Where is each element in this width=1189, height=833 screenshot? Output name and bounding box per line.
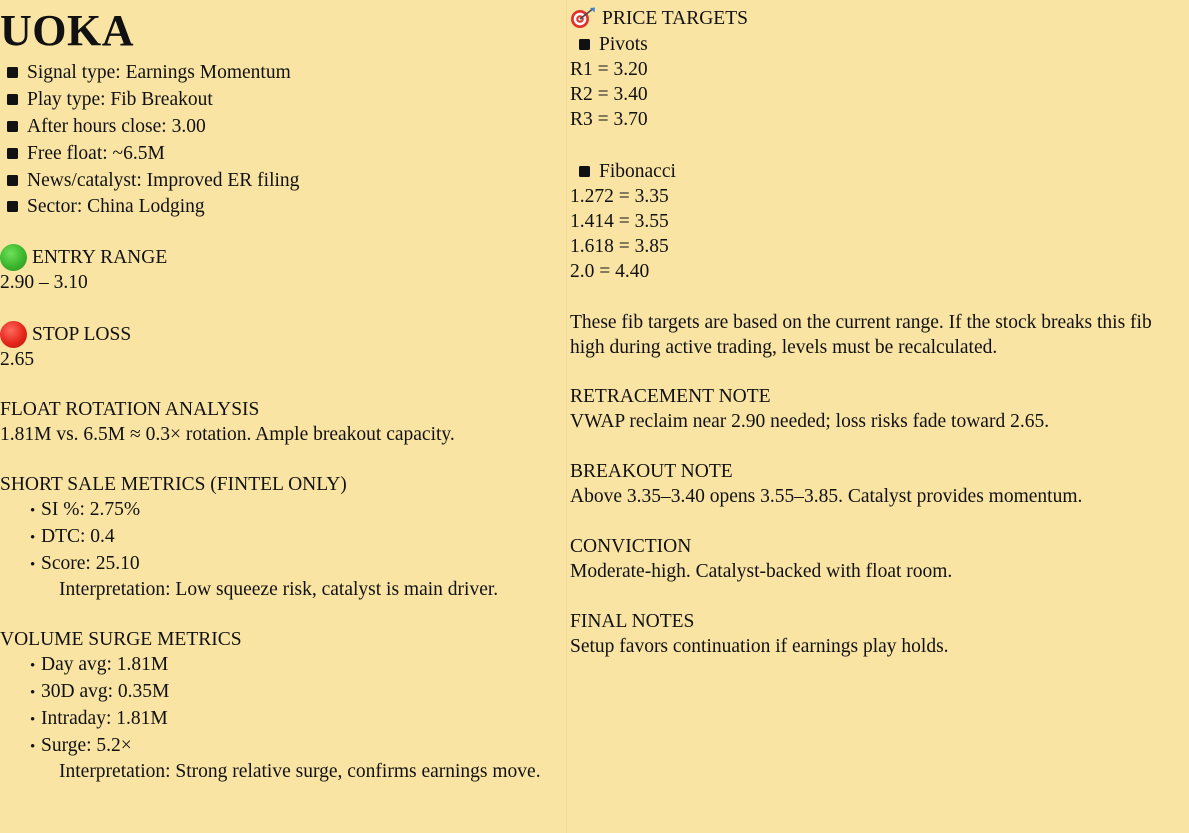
pivots-label: Pivots	[570, 32, 648, 57]
breakout-heading: BREAKOUT NOTE	[570, 461, 733, 482]
right-column	[570, 0, 1189, 833]
detail-play-type: Play type: Fib Breakout	[0, 87, 213, 112]
black-square-icon	[7, 148, 18, 159]
ticker-title: UOKA	[0, 6, 134, 55]
stop-loss-heading: STOP LOSS	[0, 322, 131, 348]
short-sale-interpretation: Interpretation: Low squeeze risk, catalyst is main driver.	[59, 579, 499, 600]
fib-level: 2.0 = 4.40	[570, 261, 650, 282]
float-rotation-text: 1.81M vs. 6.5M ≈ 0.3× rotation. Ample breakout capacity.	[0, 424, 455, 445]
green-circle-icon	[0, 244, 27, 271]
short-sale-item: • SI %: 2.75%	[30, 497, 140, 524]
fib-targets-note: These fib targets are based on the current range. If the stock breaks this fib high during active trading, levels must be recalculated.	[570, 312, 1152, 358]
target-icon	[570, 7, 596, 29]
fib-level: 1.414 = 3.55	[570, 211, 669, 232]
detail-signal-type: Signal type: Earnings Momentum	[0, 60, 291, 85]
column-divider	[566, 0, 567, 833]
short-sale-heading: SHORT SALE METRICS (FINTEL ONLY)	[0, 474, 347, 495]
final-notes-text: Setup favors continuation if earnings play holds.	[570, 636, 949, 657]
volume-item: • Day avg: 1.81M	[30, 652, 168, 679]
pivot-r1: R1 = 3.20	[570, 59, 648, 80]
volume-surge-heading: VOLUME SURGE METRICS	[0, 629, 242, 650]
conviction-heading: CONVICTION	[570, 536, 692, 557]
black-square-icon	[7, 94, 18, 105]
fib-level: 1.272 = 3.35	[570, 186, 669, 207]
volume-item: • Intraday: 1.81M	[30, 706, 168, 733]
short-sale-item: • Score: 25.10	[30, 551, 140, 578]
fib-level: 1.618 = 3.85	[570, 236, 669, 257]
black-square-icon	[579, 166, 590, 177]
price-targets-heading: PRICE TARGETS	[570, 6, 748, 31]
final-notes-heading: FINAL NOTES	[570, 611, 695, 632]
volume-item: • Surge: 5.2×	[30, 733, 132, 760]
volume-item: • 30D avg: 0.35M	[30, 679, 169, 706]
black-square-icon	[7, 175, 18, 186]
pivot-r3: R3 = 3.70	[570, 109, 648, 130]
entry-range-heading: ENTRY RANGE	[0, 245, 167, 271]
left-column	[0, 0, 565, 833]
retracement-heading: RETRACEMENT NOTE	[570, 386, 771, 407]
pivot-r2: R2 = 3.40	[570, 84, 648, 105]
stop-loss-value: 2.65	[0, 349, 35, 370]
black-square-icon	[579, 39, 590, 50]
float-rotation-heading: FLOAT ROTATION ANALYSIS	[0, 399, 260, 420]
conviction-text: Moderate-high. Catalyst-backed with float room.	[570, 561, 953, 582]
detail-news: News/catalyst: Improved ER filing	[0, 168, 299, 193]
retracement-text: VWAP reclaim near 2.90 needed; loss risks fade toward 2.65.	[570, 411, 1050, 432]
black-square-icon	[7, 67, 18, 78]
detail-free-float: Free float: ~6.5M	[0, 141, 165, 166]
short-sale-item: • DTC: 0.4	[30, 524, 115, 551]
breakout-text: Above 3.35–3.40 opens 3.55–3.85. Catalyst provides momentum.	[570, 486, 1083, 507]
detail-after-hours: After hours close: 3.00	[0, 114, 206, 139]
black-square-icon	[7, 201, 18, 212]
volume-interpretation: Interpretation: Strong relative surge, confirms earnings move.	[59, 761, 541, 782]
detail-sector: Sector: China Lodging	[0, 194, 205, 219]
red-circle-icon	[0, 321, 27, 348]
entry-range-value: 2.90 – 3.10	[0, 272, 88, 293]
black-square-icon	[7, 121, 18, 132]
fibonacci-label: Fibonacci	[570, 159, 676, 184]
